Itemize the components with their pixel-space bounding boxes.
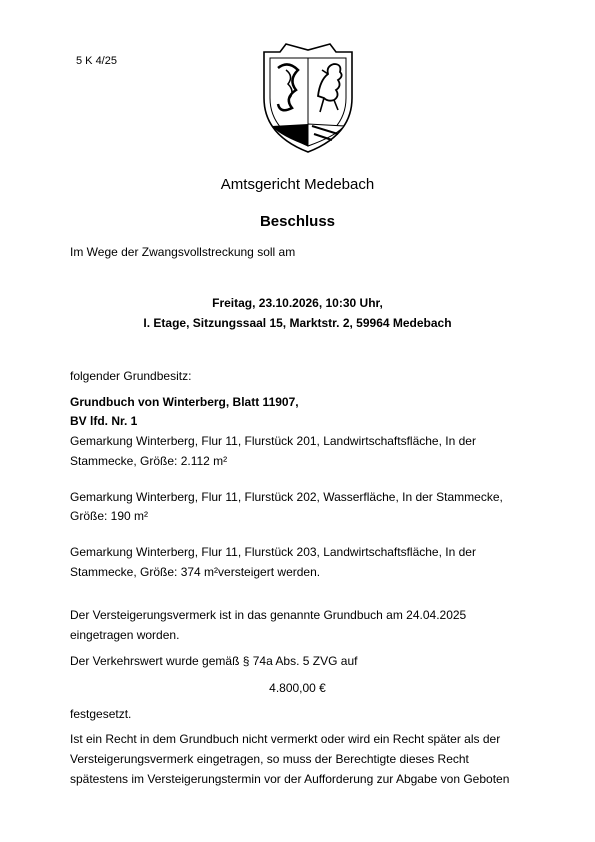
case-number: 5 K 4/25 (76, 55, 117, 67)
vermerk-text: eingetragen worden. (70, 628, 180, 642)
parcel-line: Gemarkung Winterberg, Flur 11, Flurstück 201, Landwirtschaftsfläche, In der (70, 434, 476, 448)
vermerk-text: Der Versteigerungsvermerk ist in das genannte Grundbuch am 24.04.2025 (70, 608, 467, 622)
value-intro: Der Verkehrswert wurde gemäß § 74a Abs. 5 ZVG auf (70, 654, 358, 668)
parcel-line: Gemarkung Winterberg, Flur 11, Flurstück 203, Landwirtschaftsfläche, In der (70, 545, 476, 559)
parcel-line: Größe: 190 m² (70, 509, 149, 523)
rights-text: Ist ein Recht in dem Grundbuch nicht vermerkt oder wird ein Recht später als der (70, 732, 501, 746)
state-coat-of-arms (258, 40, 358, 155)
value-outro: festgesetzt. (70, 707, 132, 721)
parcel-line: Gemarkung Winterberg, Flur 11, Flurstück 202, Wasserfläche, In der Stammecke, (70, 490, 503, 504)
land-register: Grundbuch von Winterberg, Blatt 11907, (70, 395, 299, 409)
document-title: Beschluss (259, 213, 336, 230)
appointment-date: Freitag, 23.10.2026, 10:30 Uhr, (212, 296, 383, 310)
parcel-line: Stammecke, Größe: 2.112 m² (70, 454, 228, 468)
property-label: folgender Grundbesitz: (70, 369, 192, 383)
rights-text: spätestens im Versteigerungstermin vor der Aufforderung zur Abgabe von Geboten (70, 772, 510, 786)
market-value: 4.800,00 € (269, 681, 326, 695)
rights-text: Versteigerungsvermerk eingetragen, so muss der Berechtigte dieses Recht (70, 752, 469, 766)
appointment-location: I. Etage, Sitzungssaal 15, Marktstr. 2, 59964 Medebach (143, 316, 452, 330)
register-entry: BV lfd. Nr. 1 (70, 414, 138, 428)
court-name: Amtsgericht Medebach (220, 176, 375, 193)
intro-text: Im Wege der Zwangsvollstreckung soll am (70, 245, 296, 259)
parcel-line: Stammecke, Größe: 374 m²versteigert werden. (70, 565, 321, 579)
